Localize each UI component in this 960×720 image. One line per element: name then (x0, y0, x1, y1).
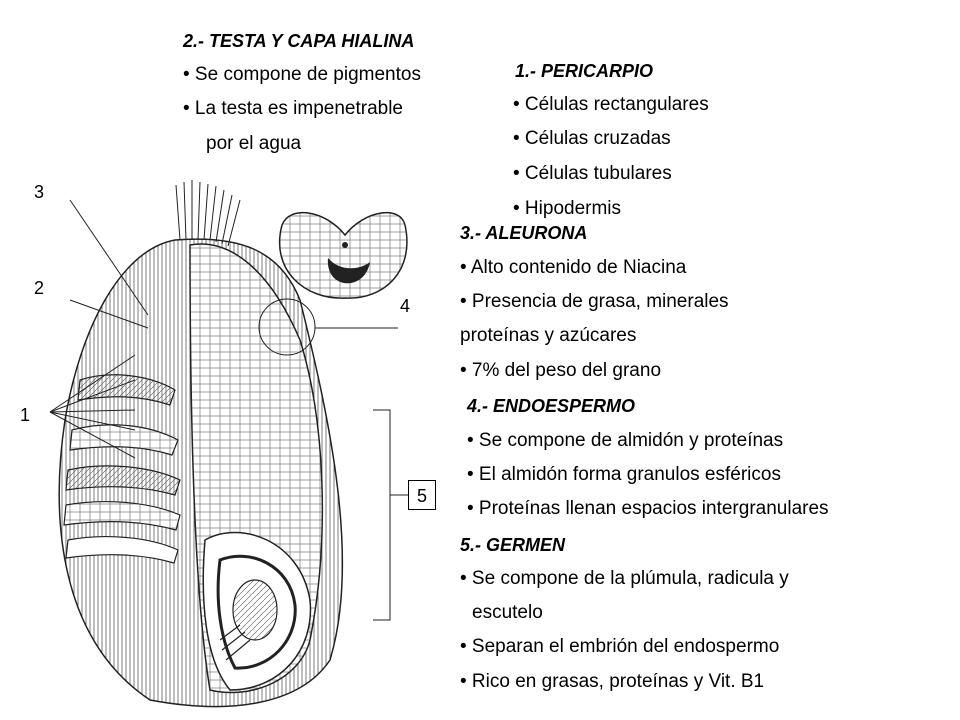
endoespermo-item: • Se compone de almidón y proteínas (467, 430, 784, 451)
testa-item: por el agua (206, 133, 302, 154)
testa-item: • La testa es impenetrable (183, 98, 404, 119)
label-2: 2 (34, 278, 45, 298)
aleurona-item: • Presencia de grasa, minerales (460, 291, 729, 312)
germen-item: • Se compone de la plúmula, radicula y (460, 568, 789, 589)
label-1: 1 (20, 405, 31, 425)
aleurona-title: 3.- ALEURONA (460, 223, 588, 243)
label-4: 4 (400, 296, 411, 316)
cross-section-drawing (280, 213, 407, 298)
label-3: 3 (34, 182, 45, 202)
endoespermo-title: 4.- ENDOESPERMO (467, 396, 636, 416)
brush-hairs (176, 180, 240, 246)
aleurona-item: proteínas y azúcares (460, 325, 637, 346)
germen-item: • Rico en grasas, proteínas y Vit. B1 (460, 671, 765, 692)
endoespermo-item: • Proteínas llenan espacios intergranulares (467, 498, 829, 519)
pericarpio-item: • Células tubulares (513, 163, 672, 184)
aleurona-item: • Alto contenido de Niacina (460, 257, 687, 278)
pericarpio-item: • Células cruzadas (513, 128, 671, 149)
germen-item: • Separan el embrión del endospermo (460, 636, 780, 657)
endoespermo-item: • El almidón forma granulos esféricos (467, 464, 781, 485)
aleurona-item: • 7% del peso del grano (460, 360, 662, 381)
pericarpio-title: 1.- PERICARPIO (515, 61, 654, 81)
pericarpio-item: • Hipodermis (513, 198, 622, 219)
germen-title: 5.- GERMEN (460, 535, 566, 555)
label-5-box: 5 (408, 480, 436, 510)
testa-item: • Se compone de pigmentos (183, 64, 421, 85)
germen-item: escutelo (472, 602, 543, 623)
pericarpio-item: • Células rectangulares (513, 94, 709, 115)
testa-title: 2.- TESTA Y CAPA HIALINA (183, 31, 415, 51)
